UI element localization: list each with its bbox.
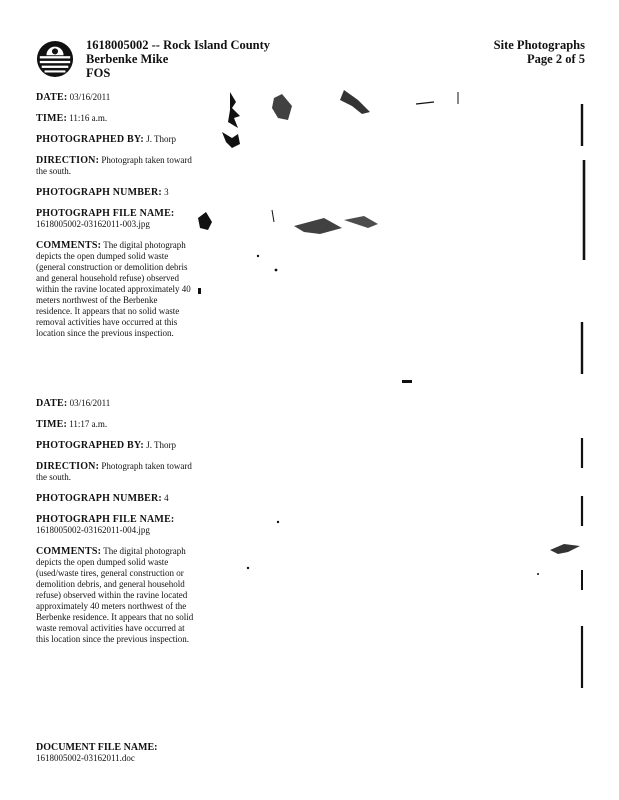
agency-seal-icon — [36, 40, 74, 78]
photo-number-field — [36, 493, 194, 504]
comments-value: The digital photograph depicts the open dumped solid waste (used/waste tires, general construction or demolition debris, and general household refuse) observed within the ravine located approximately 40 meters northwest of the Berbenke residence. It appears that no solid waste removal activities have occurred at this location since the previous inspection. — [36, 546, 194, 644]
photographer-value: J. Thorp — [146, 134, 177, 144]
site-header — [86, 38, 270, 80]
photographer-value: J. Thorp — [146, 440, 177, 450]
direction-value: Photograph taken toward the south. — [36, 461, 192, 482]
site-id-county: 1618005002 -- Rock Island County — [86, 38, 271, 52]
comments-field — [36, 546, 194, 645]
site-photo-3 — [194, 84, 590, 386]
comments-value: The digital photograph depicts the open dumped solid waste (general construction or demolition debris and general household refuse) observed within the ravine located approximately 40 meters northwest of the Berbenke residence. It appears that no solid waste removal activities have occurred at this location since the previous inspection. — [36, 240, 191, 338]
comments-label: COMMENTS: — [36, 546, 102, 557]
photographer-label: PHOTOGRAPHED BY: — [36, 134, 144, 145]
document-file-name-label: DOCUMENT FILE NAME: — [36, 742, 158, 753]
comments-field — [36, 240, 194, 339]
file-name-value: 1618005002-03162011-003.jpg — [36, 219, 150, 229]
site-photo-4 — [194, 420, 590, 710]
time-label: TIME: — [36, 419, 67, 430]
file-name-field — [36, 514, 194, 536]
photo-record-4 — [36, 398, 194, 655]
photographer-field — [36, 134, 194, 145]
page-number: Page 2 of 5 — [527, 52, 585, 66]
photo-number-label: PHOTOGRAPH NUMBER: — [36, 187, 162, 198]
time-field — [36, 113, 194, 124]
time-value: 11:17 a.m. — [69, 419, 108, 429]
date-field — [36, 398, 194, 409]
photo-number-field — [36, 187, 194, 198]
time-field — [36, 419, 194, 430]
comments-label: COMMENTS: — [36, 240, 102, 251]
file-name-label: PHOTOGRAPH FILE NAME: — [36, 514, 175, 525]
photo-number-value: 4 — [164, 493, 169, 503]
photo-number-value: 3 — [164, 187, 169, 197]
direction-label: DIRECTION: — [36, 461, 100, 472]
direction-label: DIRECTION: — [36, 155, 100, 166]
document-footer — [36, 742, 157, 764]
file-name-field — [36, 208, 194, 230]
photo-number-label: PHOTOGRAPH NUMBER: — [36, 493, 162, 504]
photographer-label: PHOTOGRAPHED BY: — [36, 440, 144, 451]
file-name-value: 1618005002-03162011-004.jpg — [36, 525, 150, 535]
page-header-right — [494, 38, 585, 66]
direction-value: Photograph taken toward the south. — [36, 155, 192, 176]
file-name-label: PHOTOGRAPH FILE NAME: — [36, 208, 175, 219]
site-owner-name: Berbenke Mike — [86, 52, 169, 66]
document-title: Site Photographs — [493, 38, 585, 52]
photo-record-3 — [36, 92, 194, 349]
time-label: TIME: — [36, 113, 67, 124]
date-label: DATE: — [36, 92, 68, 103]
site-unit: FOS — [86, 66, 111, 80]
direction-field — [36, 155, 194, 177]
photographer-field — [36, 440, 194, 451]
date-field — [36, 92, 194, 103]
date-label: DATE: — [36, 398, 68, 409]
direction-field — [36, 461, 194, 483]
time-value: 11:16 a.m. — [69, 113, 108, 123]
document-file-name-value: 1618005002-03162011.doc — [36, 753, 135, 763]
date-value: 03/16/2011 — [69, 398, 111, 408]
date-value: 03/16/2011 — [69, 92, 111, 102]
